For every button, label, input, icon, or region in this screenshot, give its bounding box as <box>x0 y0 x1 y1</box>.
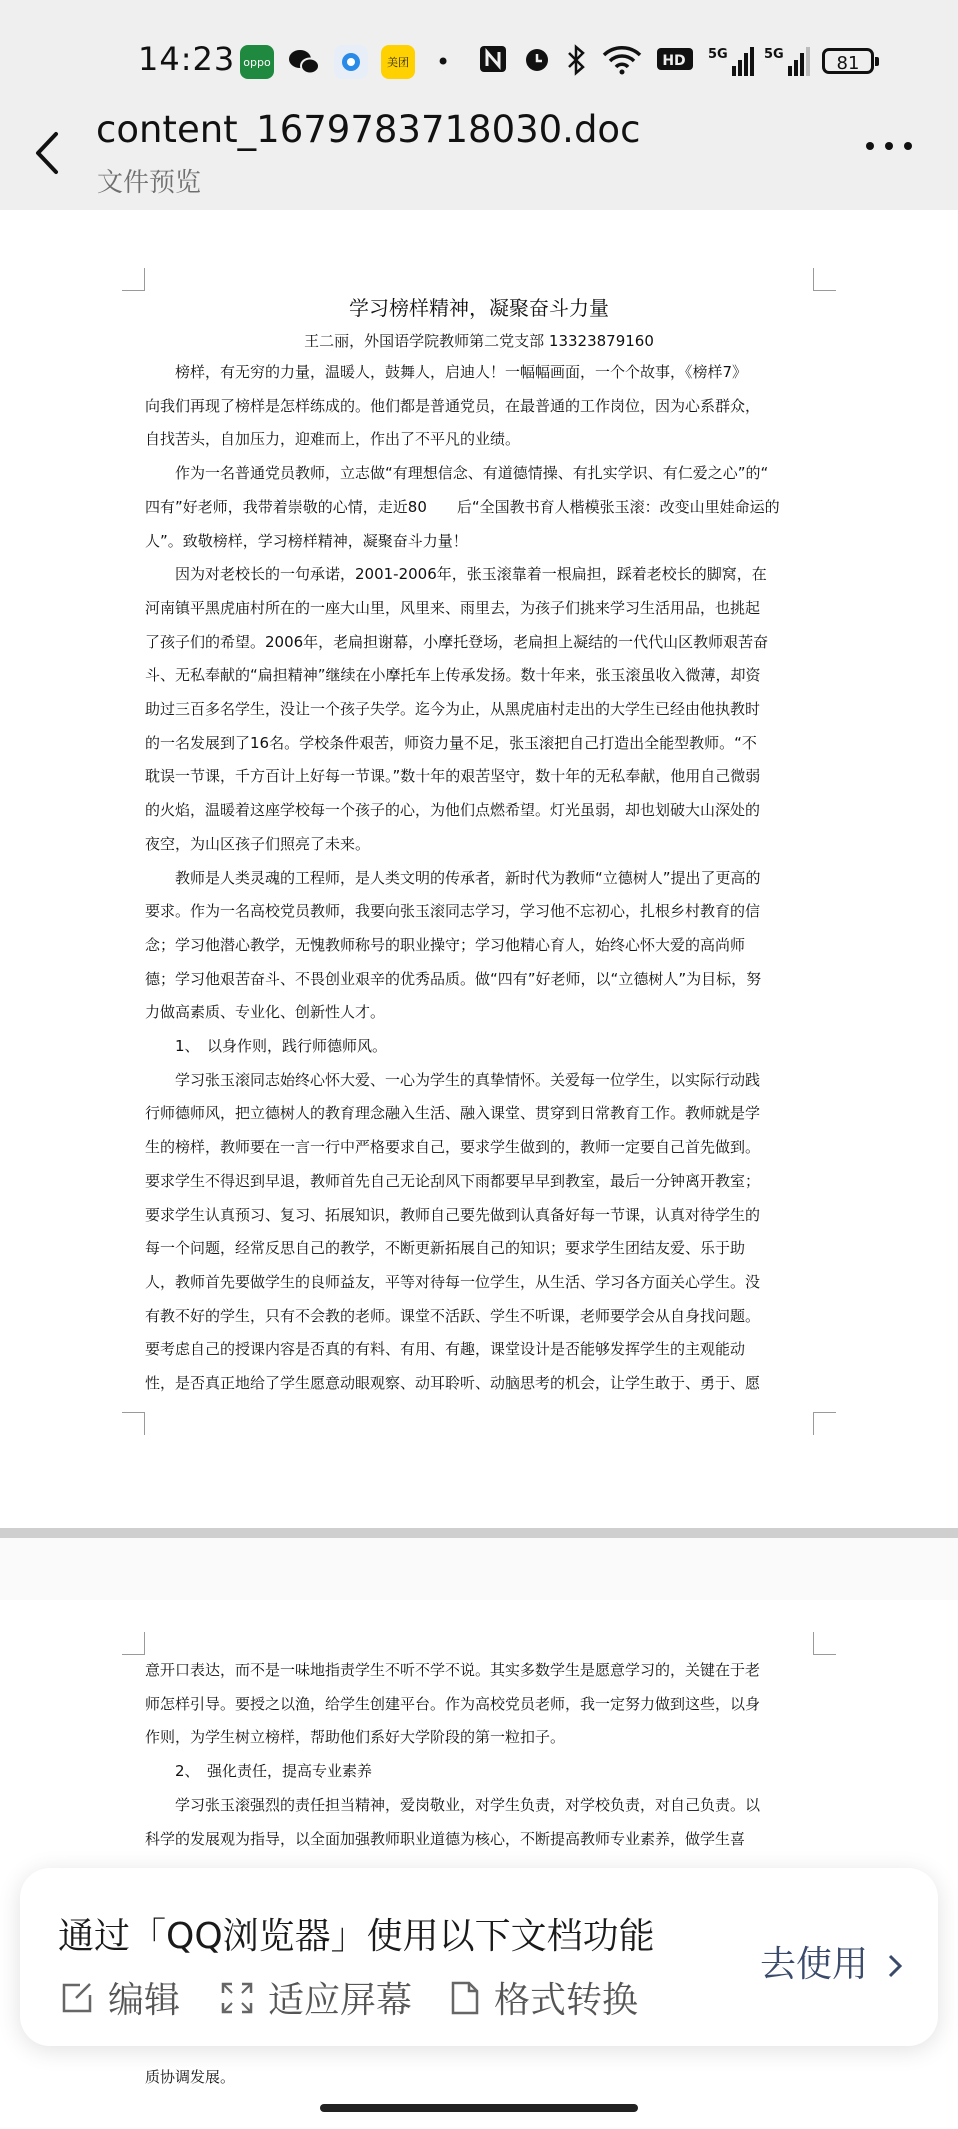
qq-browser-banner[interactable] <box>20 1868 938 2046</box>
meituan-app-icon: 美团 <box>381 45 415 79</box>
paragraph-line: 有教不好的学生，只有不会教的老师。课堂不活跃、学生不听课，老师要学会从自身找问题。 <box>145 1306 761 1325</box>
paragraph-line: 每一个问题，经常反思自己的教学，不断更新拓展自己的知识；要求学生团结友爱、乐于助 <box>145 1239 746 1258</box>
signal-5g-icon-1 <box>708 44 754 88</box>
status-time: 14:23 <box>138 40 236 78</box>
format-convert-label: 格式转换 <box>494 1980 639 2021</box>
paragraph-line: 了孩子们的希望。2006年，老扁担谢幕，小摩托登场，老扁担上凝结的一代代山区教师艰苦奋 <box>145 632 769 651</box>
back-button[interactable] <box>30 128 66 178</box>
paragraph-line: 四有”好老师，我带着崇敬的心情，走近80 后“全国教书育人楷模张玉滚：改变山里娃命运的 <box>145 497 780 516</box>
paragraph-line: 要求。作为一名高校党员教师，我要向张玉滚同志学习，学习他不忘初心，扎根乡村教育的信 <box>145 902 761 921</box>
paragraph-line: 念；学习他潜心教学，无愧教师称号的职业操守；学习他精心育人，始终心怀大爱的高尚师 <box>145 935 746 954</box>
format-convert-feature-button[interactable] <box>450 1972 638 2023</box>
paragraph-line: 要求学生不得迟到早退，教师首先自己无论刮风下雨都要早早到教室，最后一分钟离开教室； <box>145 1171 761 1190</box>
paragraph-line: 学习张玉滚同志始终心怀大爱、一心为学生的真挚情怀。关爱每一位学生，以实际行动践 <box>145 1070 761 1089</box>
nfc-icon <box>478 44 508 84</box>
edit-label: 编辑 <box>108 1980 181 2021</box>
paragraph-line: 人，教师首先要做学生的良师益友，平等对待每一位学生，从生活、学习各方面关心学生。没 <box>145 1272 761 1291</box>
paragraph-line: 性，是否真正地给了学生愿意动眼观察、动耳聆听、动脑思考的机会，让学生敢于、勇于、愿 <box>145 1374 761 1392</box>
paragraph-line: 向我们再现了榜样是怎样练成的。他们都是普通党员，在最普通的工作岗位，因为心系群众， <box>145 396 761 415</box>
page-corner-mark <box>813 1632 836 1655</box>
more-dot-icon <box>904 142 912 150</box>
paragraph-line: 的火焰，温暖着这座学校每一个孩子的心，为他们点燃希望。灯光虽弱，却也划破大山深处的 <box>145 801 761 820</box>
paragraph-line: 的一名发展到了16名。学校条件艰苦，师资力量不足，张玉滚把自己打造出全能型教师。“不 <box>145 733 757 752</box>
paragraph-line: 夜空，为山区孩子们照亮了未来。 <box>145 834 371 853</box>
svg-text:HD: HD <box>662 53 686 69</box>
paragraph-line: 斗、无私奉献的“扁担精神”继续在小摩托车上传承发扬。数十年来，张玉滚虽收入微薄，却资 <box>145 666 761 685</box>
banner-text: 通过「QQ浏览器」使用以下文档功能 <box>58 1916 655 1957</box>
fit-screen-label: 适应屏幕 <box>268 1980 413 2021</box>
alarm-icon <box>522 44 552 84</box>
paragraph-line: 自找苦头，自加压力，迎难而上，作出了不平凡的业绩。 <box>145 430 521 449</box>
page-corner-mark <box>813 1412 836 1435</box>
signal-5g-icon-2 <box>764 44 810 88</box>
chevron-right-icon <box>885 1951 905 1981</box>
edit-icon <box>60 1981 94 2015</box>
file-title: content_1679783718030.doc <box>96 108 641 151</box>
page-corner-mark <box>122 1412 145 1435</box>
hd-icon <box>656 44 694 84</box>
go-use-button[interactable] <box>760 1936 905 1987</box>
document-icon <box>450 1981 480 2015</box>
oppo-app-icon: oppo <box>240 45 274 79</box>
fit-screen-icon <box>220 1981 254 2015</box>
go-use-label: 去使用 <box>760 1944 869 1985</box>
status-bar <box>0 36 958 86</box>
paragraph-line: 2、 强化责任，提高专业素养 <box>145 1762 373 1781</box>
dot-icon: • <box>436 48 451 76</box>
home-indicator[interactable] <box>320 2104 638 2112</box>
paragraph-line: 师怎样引导。要授之以渔，给学生创建平台。作为高校党员老师，我一定努力做到这些，以身 <box>145 1694 761 1713</box>
back-arrow-icon <box>30 128 66 178</box>
paragraph-line: 人”。致敬榜样，学习榜样精神，凝聚奋斗力量！ <box>145 531 468 550</box>
document-page-2[interactable] <box>0 1600 958 2129</box>
fit-screen-feature-button[interactable] <box>220 1972 412 2023</box>
paragraph-line: 助过三百多名学生，没让一个孩子失学。迄今为止，从黑虎庙村走出的大学生已经由他执教时 <box>145 700 761 718</box>
paragraph-line: 耽误一节课，千方百计上好每一节课。”数十年的艰苦坚守，数十年的无私奉献，他用自己微弱 <box>145 767 761 786</box>
svg-text:5G: 5G <box>708 47 728 62</box>
paragraph-line: 力做高素质、专业化、创新性人才。 <box>145 1003 386 1022</box>
paragraph-line: 学习张玉滚强烈的责任担当精神，爱岗敬业，对学生负责，对学校负责，对自己负责。以 <box>145 1795 761 1814</box>
more-dot-icon <box>885 142 893 150</box>
paragraph-line: 教师是人类灵魂的工程师，是人类文明的传承者，新时代为教师“立德树人”提出了更高的 <box>145 868 761 887</box>
paragraph-line: 作则，为学生树立榜样，帮助他们系好大学阶段的第一粒扣子。 <box>145 1728 566 1747</box>
bluetooth-icon <box>565 44 587 86</box>
edit-feature-button[interactable] <box>60 1972 180 2023</box>
top-bar <box>0 0 958 210</box>
paragraph-line: 作为一名普通党员教师，立志做“有理想信念、有道德情操、有扎实学识、有仁爱之心”的“ <box>145 464 769 483</box>
wechat-icon <box>287 45 321 79</box>
paragraph-line: 行师德师风，把立德树人的教育理念融入生活、融入课堂、贯穿到日常教育工作。教师就是学 <box>145 1104 761 1123</box>
document-author: 王二丽，外国语学院教师第二党支部 13323879160 <box>304 332 654 350</box>
page-divider <box>0 1528 958 1538</box>
paragraph-line: 生的榜样，教师要在一言一行中严格要求自己，要求学生做到的，教师一定要自己首先做到。 <box>145 1138 761 1157</box>
browser-app-icon <box>334 45 368 79</box>
paragraph-line: 河南镇平黑虎庙村所在的一座大山里，风里来、雨里去，为孩子们挑来学习生活用品，也挑起 <box>145 598 761 617</box>
page-gap <box>0 1538 958 1600</box>
battery-indicator: 81 <box>822 48 874 74</box>
svg-text:5G: 5G <box>764 47 784 62</box>
wifi-icon <box>602 44 642 86</box>
paragraph-line: 质协调发展。 <box>145 2068 236 2086</box>
paragraph-line: 科学的发展观为指导，以全面加强教师职业道德为核心，不断提高教师专业素养，做学生喜 <box>145 1829 746 1848</box>
paragraph-line: 要求学生认真预习、复习、拓展知识，教师自己要先做到认真备好每一节课，认真对待学生的 <box>145 1205 761 1224</box>
paragraph-line: 德；学习他艰苦奋斗、不畏创业艰辛的优秀品质。做“四有”好老师，以“立德树人”为目标，努 <box>145 969 762 988</box>
more-options-button[interactable] <box>866 136 912 156</box>
more-dot-icon <box>866 142 874 150</box>
paragraph-line: 要考虑自己的授课内容是否真的有料、有用、有趣，课堂设计是否能够发挥学生的主观能动 <box>145 1340 746 1359</box>
paragraph-line: 榜样，有无穷的力量，温暖人，鼓舞人，启迪人！一幅幅画面，一个个故事，《榜样7》 <box>145 363 748 381</box>
paragraph-line: 1、 以身作则，践行师德师风。 <box>145 1037 388 1055</box>
document-page-1[interactable] <box>0 210 958 1528</box>
page-corner-mark <box>122 1632 145 1655</box>
file-subtitle: 文件预览 <box>97 168 202 198</box>
page-corner-mark <box>813 268 836 291</box>
paragraph-line: 意开口表达，而不是一味地指责学生不听不学不说。其实多数学生是愿意学习的，关键在于老 <box>145 1661 761 1679</box>
page-corner-mark <box>122 268 145 291</box>
document-title: 学习榜样精神，凝聚奋斗力量 <box>349 296 609 320</box>
paragraph-line: 因为对老校长的一句承诺，2001-2006年，张玉滚靠着一根扁担，踩着老校长的脚窝，在 <box>145 565 767 584</box>
